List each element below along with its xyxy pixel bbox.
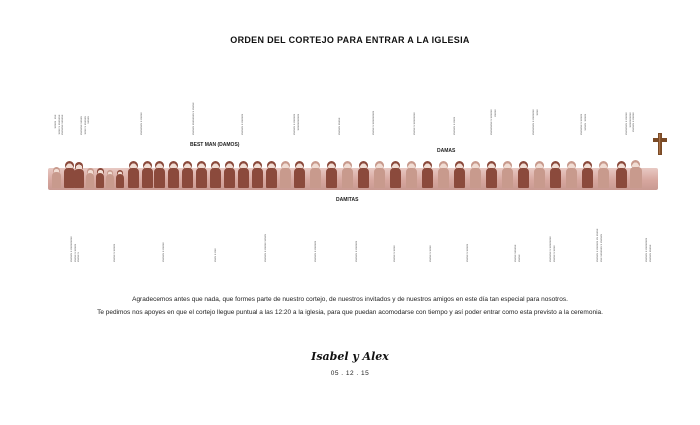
figure-body bbox=[358, 168, 369, 188]
figure-body bbox=[598, 168, 609, 188]
figure-body bbox=[486, 168, 497, 188]
top-name-label: xxxxx x xxxxxxxxx bbox=[371, 110, 375, 135]
bottom-name-label: xxxxxx x xxxxxx xx xxxxx xxx xxxxxxx x xxxxxx bbox=[595, 228, 603, 262]
top-name-label: xxxxxxx xxxxx xxxx x xxxxxx xxxxx bbox=[79, 116, 91, 135]
figure-body bbox=[406, 168, 417, 188]
figure-body bbox=[128, 168, 139, 188]
figure-body bbox=[96, 173, 104, 188]
figure-body bbox=[582, 168, 593, 188]
top-name-label: xxxxxxxxx x xxxxxx xxxxx bbox=[489, 109, 497, 135]
figure-body bbox=[566, 168, 577, 188]
figure-body bbox=[550, 168, 561, 188]
figure-body bbox=[154, 168, 165, 188]
damitas-label: DAMITAS bbox=[336, 197, 359, 203]
figure-body bbox=[630, 167, 642, 188]
top-name-label: xxxxxxxx x xxxxx xxxxxxxxxx xxxxxx x xxxxx bbox=[624, 112, 636, 135]
figure-body bbox=[168, 168, 179, 188]
figure-body bbox=[280, 168, 291, 188]
top-name-label: xxxxx x xxxxxxxx bbox=[412, 112, 416, 135]
figure-body bbox=[106, 174, 114, 188]
bottom-name-label: xxxxx x xxxx bbox=[428, 245, 432, 262]
figure-body bbox=[74, 169, 84, 188]
punctuality-message: Te pedimos nos apoyes en que el cortejo llegue puntual a las 12:20 a la iglesia, para que puedan acomodarse con tiempo y así poder entrar como esta previsto a la ceremonia. bbox=[97, 309, 603, 316]
figure-body bbox=[238, 168, 249, 188]
figure-body bbox=[422, 168, 433, 188]
bottom-name-label: xxxxxxx x xxxxxxxx xxxxx x xxxx bbox=[548, 236, 556, 262]
top-name-label: xxxxxxxx x xxxxx bbox=[139, 112, 143, 135]
wedding-date: 05 . 12 . 15 bbox=[330, 370, 370, 377]
figure-body bbox=[616, 168, 627, 188]
top-name-label: xxxxx xxx xxxx x xxxxxxx xxxxxxx xxxxxx bbox=[53, 114, 65, 135]
bottom-name-label: xxxxxx x xxxxxx bbox=[354, 240, 358, 262]
cross-icon bbox=[652, 132, 668, 156]
figure-body bbox=[196, 168, 207, 188]
figure-body bbox=[294, 168, 305, 188]
couple-signature: Isabel y Alex bbox=[311, 350, 389, 363]
bottom-name-label: xxxxx x xxxx bbox=[392, 245, 396, 262]
page-title: ORDEN DEL CORTEJO PARA ENTRAR A LA IGLESIA bbox=[230, 35, 470, 45]
bottom-name-label: xxxx x xxx bbox=[213, 248, 217, 262]
figure-body bbox=[534, 168, 545, 188]
figure-body bbox=[310, 168, 321, 188]
figure-body bbox=[182, 168, 193, 188]
bottom-name-label: xxxxx x xxxxx bbox=[112, 243, 116, 262]
figure-body bbox=[252, 168, 263, 188]
figure-body bbox=[52, 172, 61, 188]
bottom-name-label: xxxxxx x xxxxx bbox=[161, 242, 165, 262]
top-name-label: xxxxxxx x xxxxx xxxxx xxxxx bbox=[579, 113, 587, 135]
bottom-name-label: xxxxx xxxxxx xxxxx bbox=[513, 244, 521, 262]
figure-body bbox=[374, 168, 385, 188]
bottom-name-label: xxxxxx x xxxxxx bbox=[313, 240, 317, 262]
figure-body bbox=[326, 168, 337, 188]
best-man-label: BEST MAN (DAMOS) bbox=[190, 142, 240, 148]
top-name-label: xxxxxx xxxxxxxx x xxxxx bbox=[191, 102, 195, 135]
top-name-label: xxxxxx x xxxxxx xxxxxxxxxxx bbox=[292, 113, 300, 135]
bottom-name-label: xxxxxx x xxxxxxxxx xxxxx x xxxxx xxxxx x bbox=[69, 236, 81, 262]
figure-body bbox=[210, 168, 221, 188]
figure-body bbox=[266, 168, 277, 188]
top-name-label: xxxxxx xxxxx bbox=[337, 117, 341, 135]
top-name-label: xxxxxx x xxxx bbox=[452, 116, 456, 135]
bottom-name-label: xxxxxx x xxxxx xxxxx bbox=[263, 233, 267, 262]
figure-body bbox=[224, 168, 235, 188]
figure-body bbox=[342, 168, 353, 188]
top-name-label: xxxxxxxx x xxxxxxx xxxx bbox=[531, 109, 539, 135]
bottom-name-label: xxxxxx x xxxxxxxx xxxxxx xxxxx bbox=[644, 237, 652, 262]
figure-body bbox=[86, 173, 94, 188]
figure-body bbox=[518, 168, 529, 188]
figure-body bbox=[438, 168, 449, 188]
damas-label: DAMAS bbox=[437, 148, 456, 154]
top-name-label: xxxxxx x xxxxxx bbox=[240, 113, 244, 135]
thanks-message: Agradecemos antes que nada, que formes parte de nuestro cortejo, de nuestros invitados y de nuestros amigos en este día tan especial para nosotros. bbox=[132, 296, 568, 303]
bottom-name-label: xxxxx x xxxxx bbox=[465, 243, 469, 262]
figure-body bbox=[116, 174, 124, 188]
figure-body bbox=[502, 168, 513, 188]
figure-body bbox=[142, 168, 153, 188]
figure-body bbox=[390, 168, 401, 188]
figure-body bbox=[454, 168, 465, 188]
figure-body bbox=[470, 168, 481, 188]
